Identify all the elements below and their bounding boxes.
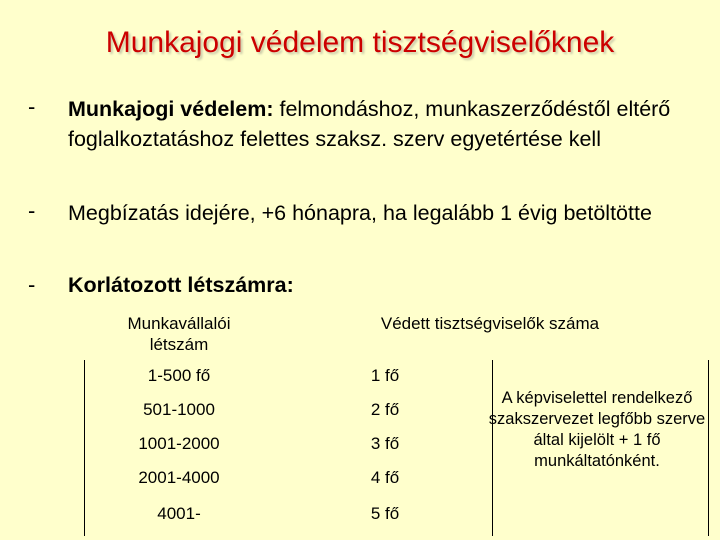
table-row-count: 1 fő — [370, 366, 400, 385]
table-row-range: 1001-2000 — [138, 434, 220, 453]
slide-title: Munkajogi védelem tisztségviselőknek — [105, 26, 615, 59]
table-row-count: 2 fő — [370, 400, 400, 419]
table-note: A képviselettel rendelkező szakszervezet legfőbb szerve által kijelölt + 1 fő munkáltatónként. — [488, 389, 706, 470]
table-header-protected: Védett tisztségviselők száma — [380, 314, 600, 333]
table-row-range: 1-500 fő — [147, 366, 211, 385]
bullet-dash-1: - — [28, 94, 36, 119]
bullet-dash-2: - — [28, 198, 36, 223]
table-header-headcount: Munkavállalói létszám — [127, 314, 231, 354]
table-row-range: 4001- — [157, 504, 201, 523]
table-row-range: 501-1000 — [143, 400, 215, 419]
table-row-range: 2001-4000 — [138, 468, 220, 487]
table-border-left — [84, 360, 85, 536]
bullet-3-bold: Korlátozott létszámra: — [68, 273, 294, 297]
table-row-count: 3 fő — [370, 434, 400, 453]
bullet-3 — [68, 270, 708, 300]
bullet-1-text: felmondáshoz, munkaszerződéstől eltérő foglalkoztatáshoz felettes szaksz. szerv egyetértése kell — [68, 97, 671, 151]
bullet-2-text: Megbízatás idejére, +6 hónapra, ha legalább 1 évig betöltötte — [68, 201, 652, 225]
table-row-count: 5 fő — [370, 504, 400, 523]
bullet-1-bold: Munkajogi védelem: — [68, 97, 274, 121]
bullet-dash-3: - — [28, 272, 36, 297]
table-border-right — [708, 360, 709, 536]
table-row-count: 4 fő — [370, 468, 400, 487]
bullet-1 — [68, 94, 708, 154]
bullet-2 — [68, 198, 668, 228]
